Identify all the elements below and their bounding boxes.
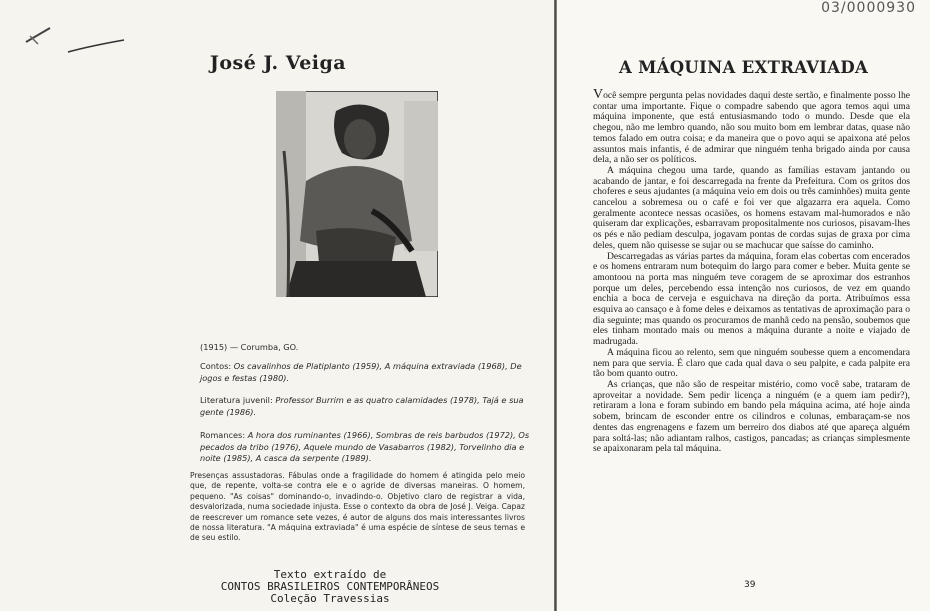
juvenil-text: Professor Burrim e as quatro calamidades (1978), Tajá e sua gente (1986). [200,395,524,417]
handwritten-note: 03/0000930 [821,0,916,16]
presentation-text: Presenças assustadoras. Fábulas onde a fragilidade do homem é atingida pelo meio que, de repente, volta-se contra ele e o agride de diversas maneiras. O homem, pequeno. "As coisas" dominando-o, invadindo-o. Objetivo claro de registrar a vida, desvalorizada, numa sociedade injusta. Esse o contexto da obra de José J. Veiga. Capaz de reescrever um romance sete vezes, é autor de alguns dos mais interessantes livros de nossa literatura. "A máquina extraviada" é uma espécie de síntese de seus temas e de seu estilo. [190,471,525,543]
extract-line-1: Texto extraído de [273,568,387,581]
juvenil-label: Literatura juvenil: [200,395,273,405]
story-body [593,87,910,455]
story-paragraph: A máquina ficou ao relento, sem que ninguém soubesse quem a encomendara nem para que servia. É claro que cada qual dava o seu palpite, e cada palpite era tão bom quanto outro. [593,346,910,380]
birth-info: (1915) — Corumba, GO. [200,342,299,352]
works-contos [200,361,530,384]
contos-label: Contos: [200,361,232,371]
source-extract [200,569,460,605]
extract-line-2: CONTOS BRASILEIROS CONTEMPORÂNEOS [220,580,440,593]
page-number: 39 [744,580,756,590]
works-romances [200,430,530,465]
romances-label: Romances: [200,430,246,440]
author-presentation [190,471,525,544]
book-spine [554,0,557,611]
story-paragraph: A máquina chegou uma tarde, quando as famílias estavam jantando ou acabando de jantar, e foi descarregada na frente da Prefeitura. Com os gritos dos choferes e seus ajudantes (a máquina veio em dois ou três caminhões) muita gente cancelou a sobremesa ou o café e foi ver que algazarra era aquela. Como geralmente acontece nessas ocasiões, os homens estavam mal-humorados e não quiseram dar explicações, esbarravam propositalmente nos curiosos, pisavam-lhes os pés e não pediam desculpa, jogavam pontas de cordas sujas de graxa por cima deles, quem não quisesse se sujar ou se machucar que saísse do caminho. [593,164,910,251]
story-paragraph: Você sempre pergunta pelas novidades daqui deste sertão, e finalmente posso lhe contar uma importante. Fique o compadre sabendo que agora temos aqui uma máquina imponente, que está entusiasmando todo o mundo. Desde que ela chegou, não me lembro quando, não sou muito bom em lembrar datas, quase não temos falado em outra coisa; e da maneira que o povo aqui se apaixona até pelos assuntos mais infantis, é de admirar que ninguém tenha brigado ainda por causa dela, a não ser os políticos. [593,87,910,166]
contos-text: Os cavalinhos de Platiplanto (1959), A máquina extraviada (1968), De jogos e festas (1980). [200,361,522,383]
author-photo [276,91,438,297]
author-name: José J. Veiga [209,52,347,74]
story-title: A MÁQUINA EXTRAVIADA [618,58,869,77]
story-paragraph: As crianças, que não são de respeitar mistério, como você sabe, trataram de aproveitar a novidade. Sem pedir licença a ninguém (e a quem iam pedir?), retiraram a lona e foram subindo em bando pela máquina acima, até hoje ainda sobem, brincam de esconder entre os cilindros e colunas, embaraçam-se nos dentes das engrenagens e fazem um berreiro dos diabos até que apareça alguém para soltá-las; não adiantam ralhos, castigos, pancadas; as crianças simplesmente se apaixonaram pela tal máquina. [593,378,910,455]
romances-text: A hora dos ruminantes (1966), Sombras de reis barbudos (1972), Os pecados da tribo (1976), Aquele mundo de Vasabarros (1982), Torvelinho dia e noite (1985), A casca da serpente (1989). [200,430,530,463]
extract-line-3: Coleção Travessias [270,592,390,605]
works-juvenil [200,395,530,418]
drop-cap: V [593,87,604,102]
story-paragraph: Descarregadas as várias partes da máquina, foram elas cobertas com encerados e os homens entraram num botequim do largo para comer e beber. Muita gente se amontoou na porta mas ninguém teve coragem de se aproximar dos estranhos porque um deles, percebendo essa intenção nos curiosos, de vez em quando enchia a boca de cerveja e esguichava na direção da porta. Atribuímos essa esquiva ao cansaço e à fome deles e deixamos as tentativas de aproximação para o dia seguinte; mas quando os procuramos de manhã cedo na pensão, soubemos que eles tinham montado mais ou menos a máquina durante a noite e viajado de madrugada. [593,250,910,348]
